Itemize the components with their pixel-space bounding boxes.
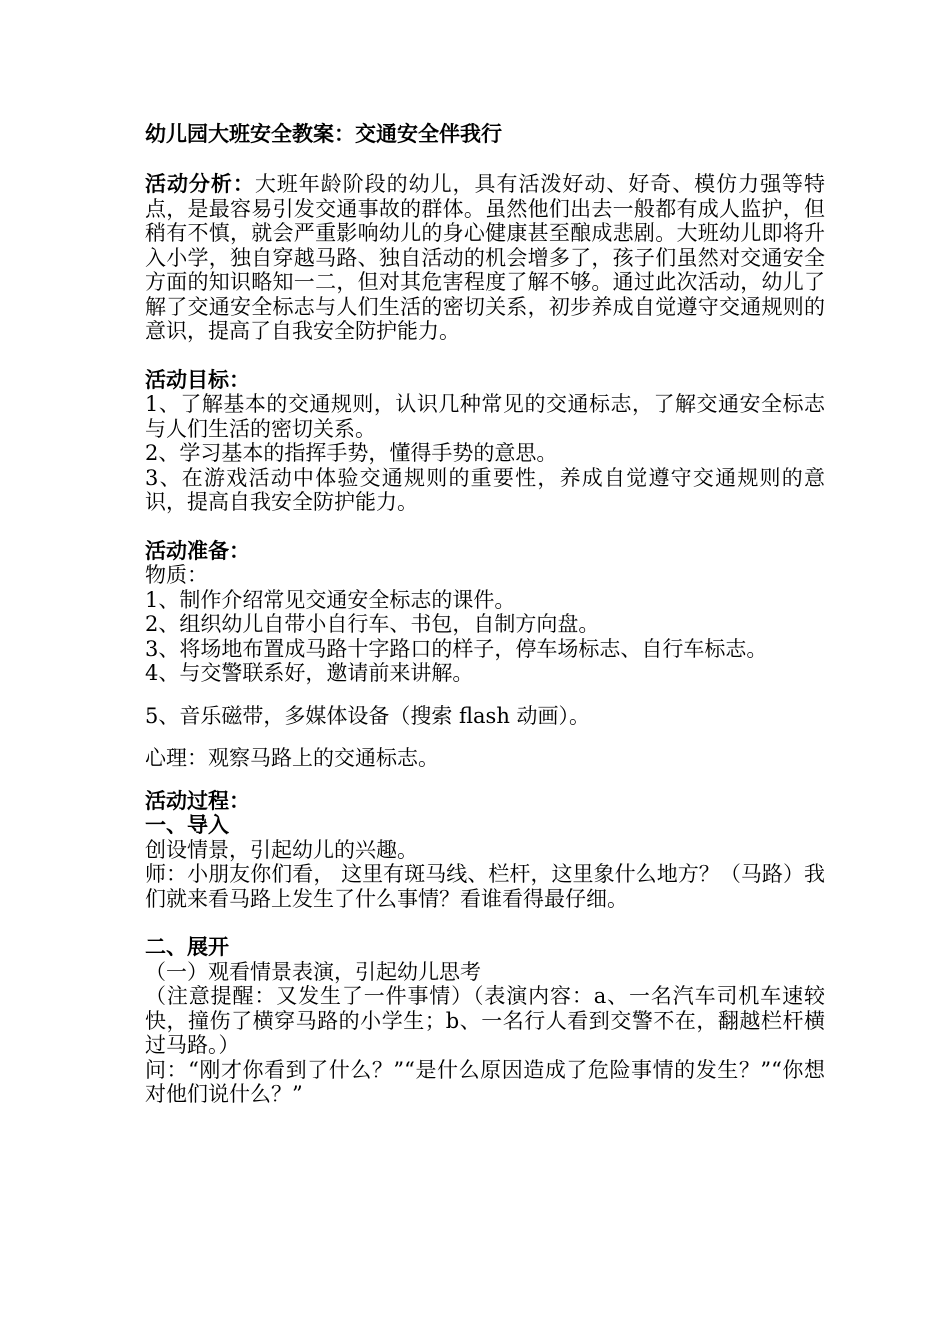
part1-heading: 一、导入 bbox=[145, 812, 229, 837]
prep-item-5: 5、音乐磁带，多媒体设备（搜索 flash 动画）。 bbox=[145, 703, 591, 728]
goal-item: 1、了解基本的交通规则，认识几种常见的交通标志，了解交通安全标志与人们生活的密切关系。 bbox=[145, 392, 825, 441]
goal-item: 2、学习基本的指挥手势，懂得手势的意思。 bbox=[145, 441, 558, 465]
spacer bbox=[145, 911, 825, 935]
part2-heading: 二、展开 bbox=[145, 934, 229, 959]
spacer bbox=[145, 148, 825, 172]
prep-item: 4、与交警联系好，邀请前来讲解。 bbox=[145, 661, 474, 685]
part2-line: 问：“刚才你看到了什么？”“是什么原因造成了危险事情的发生？”“你想对他们说什么？” bbox=[145, 1057, 825, 1106]
spacer bbox=[145, 344, 825, 368]
goal-item: 3、在游戏活动中体验交通规则的重要性，养成自觉遵守交通规则的意识，提高自我安全防护能力。 bbox=[145, 465, 825, 514]
spacer bbox=[145, 771, 825, 789]
part1-line: 创设情景，引起幼儿的兴趣。 bbox=[145, 837, 418, 862]
part1-line: 师：小朋友你们看， 这里有斑马线、栏杆，这里象什么地方？（马路）我们就来看马路上发生了什么事情？看谁看得最仔细。 bbox=[145, 862, 825, 911]
prep-item: 1、制作介绍常见交通安全标志的课件。 bbox=[145, 587, 516, 612]
process-heading: 活动过程： bbox=[145, 787, 250, 813]
part2-line: （一）观看情景表演，引起幼儿思考 bbox=[145, 959, 481, 984]
analysis-label: 活动分析： bbox=[145, 171, 255, 196]
spacer bbox=[145, 686, 825, 704]
analysis-text: 大班年龄阶段的幼儿，具有活泼好动、好奇、模仿力强等特点，是最容易引发交通事故的群体。虽然他们出去一般都有成人监护，但稍有不慎，就会严重影响幼儿的身心健康甚至酿成悲剧。大班幼儿即将升入小学，独自穿越马路、独自活动的机会增多了，孩子们虽然对交通安全方面的知识略知一二，但对其危害程度了解不够。通过此次活动，幼儿了解了交通安全标志与人们生活的密切关系，初步养成自觉遵守交通规则的意识，提高了自我安全防护能力。 bbox=[145, 172, 826, 343]
spacer bbox=[145, 728, 825, 746]
goals-heading: 活动目标： bbox=[145, 366, 250, 392]
prep-item: 3、将场地布置成马路十字路口的样子，停车场标志、自行车标志。 bbox=[145, 636, 768, 661]
prep-heading: 活动准备： bbox=[145, 537, 250, 563]
analysis-paragraph bbox=[145, 172, 825, 344]
document-page bbox=[145, 122, 825, 1107]
document-title: 幼儿园大班安全教案：交通安全伴我行 bbox=[145, 121, 502, 146]
prep-psych: 心理：观察马路上的交通标志。 bbox=[145, 746, 439, 770]
prep-item: 2、组织幼儿自带小自行车、书包，自制方向盘。 bbox=[145, 612, 600, 636]
part2-line: （注意提醒：又发生了一件事情）（表演内容：a、一名汽车司机车速较快，撞伤了横穿马路的小学生；b、一名行人看到交警不在，翻越栏杆横过马路。） bbox=[145, 984, 825, 1057]
prep-material-label: 物质： bbox=[145, 563, 208, 587]
spacer bbox=[145, 515, 825, 539]
